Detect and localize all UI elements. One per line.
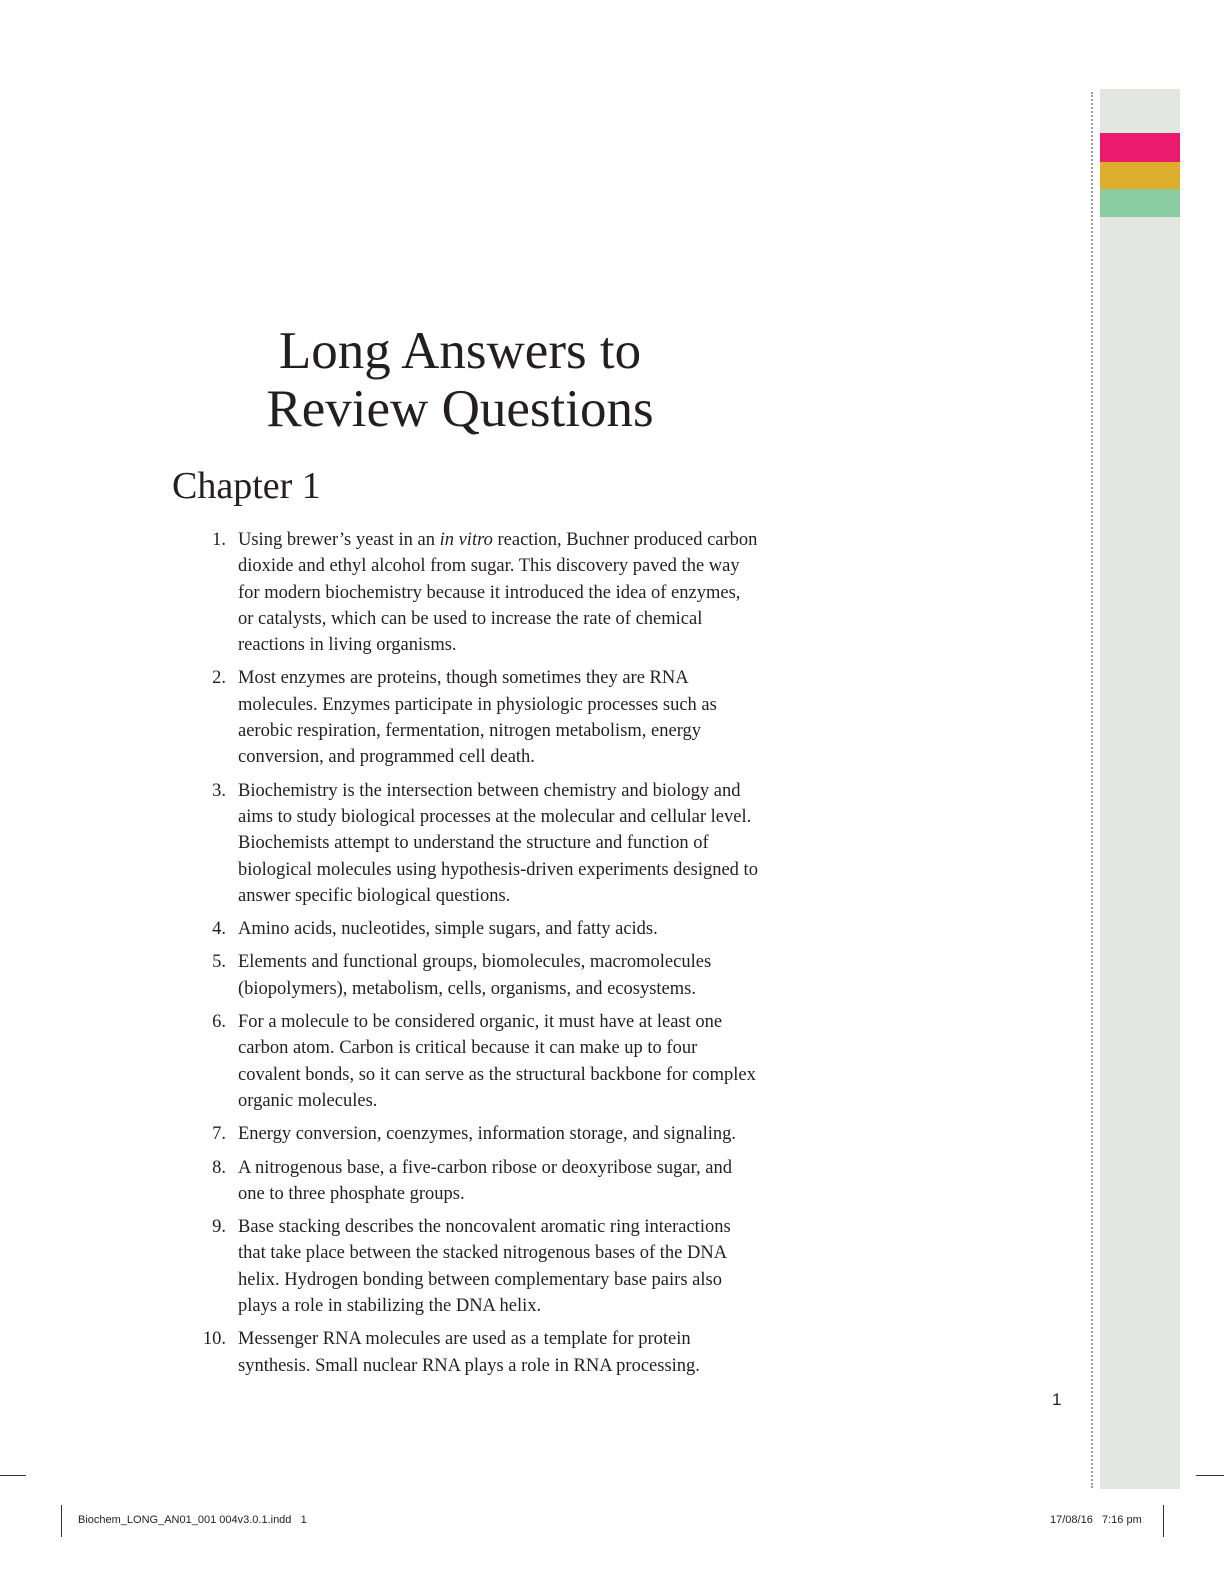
answer-text: Most enzymes are proteins, though sometimes they are RNA molecules. Enzymes participate in physiologic processes such as aerobic respiration, fermentation, nitrogen metabolism, energy conversion, and programmed cell death. [238,668,717,768]
answer-number: 4. [212,919,226,940]
answer-text: Elements and functional groups, biomolecules, macromolecules (biopolymers), metabolism, cells, organisms, and ecosystems. [238,952,712,999]
answer-number: 5. [212,952,226,973]
answer-item-8 [200,1155,760,1208]
dotted-guide-line [1091,92,1093,1488]
answer-text: Amino acids, nucleotides, simple sugars, and fatty acids. [238,919,658,940]
slug-rule-right [1163,1505,1164,1537]
answer-item-10 [200,1326,760,1379]
answer-number: 2. [212,668,226,689]
answer-text-italic: in vitro [439,530,493,550]
answer-number: 10. [202,1329,226,1350]
answer-item-4 [200,916,760,942]
page-title-line-1: Long Answers to [278,322,642,380]
chapter-heading: Chapter 1 [172,465,321,507]
answer-list [200,527,760,1386]
answer-item-7 [200,1121,760,1147]
answer-text: Energy conversion, coenzymes, information storage, and signaling. [238,1124,737,1145]
page-title-line-2: Review Questions [266,380,654,438]
color-tab-green [1100,189,1180,217]
color-tab-gold [1100,162,1180,189]
crop-mark-right [1196,1475,1224,1476]
answer-item-1 [200,527,760,658]
answer-number: 3. [212,780,226,801]
answer-item-6 [200,1009,760,1114]
answer-number: 7. [212,1124,226,1145]
answer-number: 9. [212,1217,226,1238]
answer-text: Biochemistry is the intersection between chemistry and biology and aims to study biological processes at the molecular and cellular level. Biochemists attempt to understand the structure and function of biological molecules using hypothesis-driven experiments designed to answer specific biological questions. [238,780,758,906]
page-number: 1 [1052,1390,1062,1409]
answer-item-9 [200,1214,760,1319]
answer-text: Base stacking describes the noncovalent aromatic ring interactions that take place between the stacked nitrogenous bases of the DNA helix. Hydrogen bonding between complementary base pairs also plays a role in stabilizing the DNA helix. [238,1217,731,1317]
answer-number: 6. [212,1012,226,1033]
slug-datetime: 17/08/16 7:16 pm [1050,1514,1142,1526]
color-tab-pink [1100,133,1180,162]
answer-text [238,530,757,655]
slug-rule-left [61,1505,62,1537]
answer-text-part: Using brewer’s yeast in an [238,530,440,550]
answer-number: 8. [212,1157,226,1178]
answer-text: A nitrogenous base, a five-carbon ribose or deoxyribose sugar, and one to three phosphate groups. [238,1157,732,1204]
answer-item-3 [200,778,760,909]
answer-item-5 [200,949,760,1002]
answer-text: For a molecule to be considered organic, it must have at least one carbon atom. Carbon is critical because it can make up to four covalent bonds, so it can serve as the structural backbone for complex organic molecules. [238,1012,756,1111]
side-color-band [1100,89,1180,1489]
answer-item-2 [200,665,760,770]
page-title [0,322,920,438]
slug-filename: Biochem_LONG_AN01_001 004v3.0.1.indd 1 [78,1514,307,1526]
answer-text: Messenger RNA molecules are used as a template for protein synthesis. Small nuclear RNA plays a role in RNA processing. [238,1329,700,1376]
crop-mark-left [0,1475,26,1476]
answer-number: 1. [212,530,226,550]
answer-text-part: reaction, Buchner produced carbon dioxide and ethyl alcohol from sugar. This discovery paved the way for modern biochemistry because it introduced the idea of enzymes, or catalysts, which can be used to increase the rate of chemical reactions in living organisms. [238,530,758,656]
